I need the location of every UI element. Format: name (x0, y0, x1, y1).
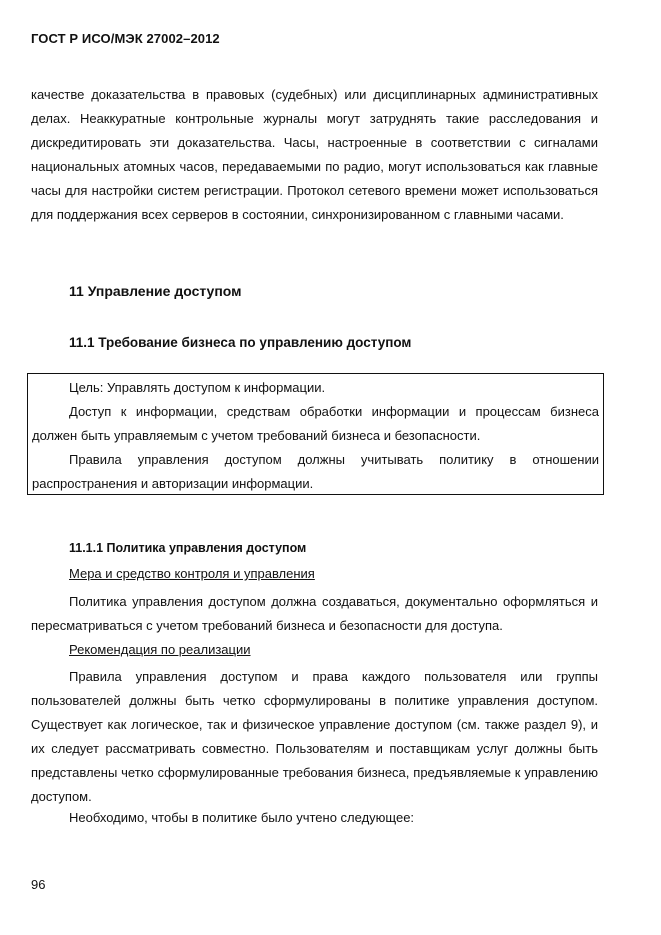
control-label: Мера и средство контроля и управления (69, 566, 315, 581)
clause-heading: 11.1.1 Политика управления доступом (69, 541, 307, 555)
page-number: 96 (31, 877, 46, 892)
control-paragraph: Политика управления доступом должна создаваться, документально оформляться и пересматриваться с учетом требований бизнеса и безопасности для доступа. (31, 594, 598, 634)
intro-paragraph: качестве доказательства в правовых (судебных) или дисциплинарных административных делах. Неаккуратные контрольные журналы могут затруднять такие расследования и дискредитировать эти доказательства. Часы, настроенные в соответствии с сигналами национальных атомных часов, передаваемыми по радио, могут использоваться как главные часы для настройки систем регистрации. Протокол сетевого времени может использоваться для поддержания всех серверов в состоянии, синхронизированном с главными часами. (31, 87, 598, 223)
guidance-label: Рекомендация по реализации (69, 642, 251, 657)
document-header: ГОСТ Р ИСО/МЭК 27002–2012 (31, 31, 220, 46)
section-heading: 11 Управление доступом (69, 283, 242, 299)
closing-paragraph: Необходимо, чтобы в политике было учтено следующее: (69, 810, 415, 825)
objective-paragraph-1: Доступ к информации, средствам обработки информации и процессам бизнеса должен быть управляемым с учетом требований бизнеса и безопасности. (32, 404, 599, 444)
objective-paragraph-2: Правила управления доступом должны учитывать политику в отношении распространения и авторизации информации. (32, 452, 599, 492)
guidance-paragraph: Правила управления доступом и права каждого пользователя или группы пользователей должны быть четко сформулированы в политике управления доступом. Существует как логическое, так и физическое управление доступом (см. также раздел 9), и их следует рассматривать совместно. Пользователям и поставщикам услуг должны быть представлены четко сформулированные требования бизнеса, предъявляемые к управлению доступом. (31, 669, 598, 805)
objective-text: Цель: Управлять доступом к информации. (69, 380, 326, 395)
subsection-heading: 11.1 Требование бизнеса по управлению доступом (69, 335, 412, 350)
objective-box (27, 373, 604, 495)
